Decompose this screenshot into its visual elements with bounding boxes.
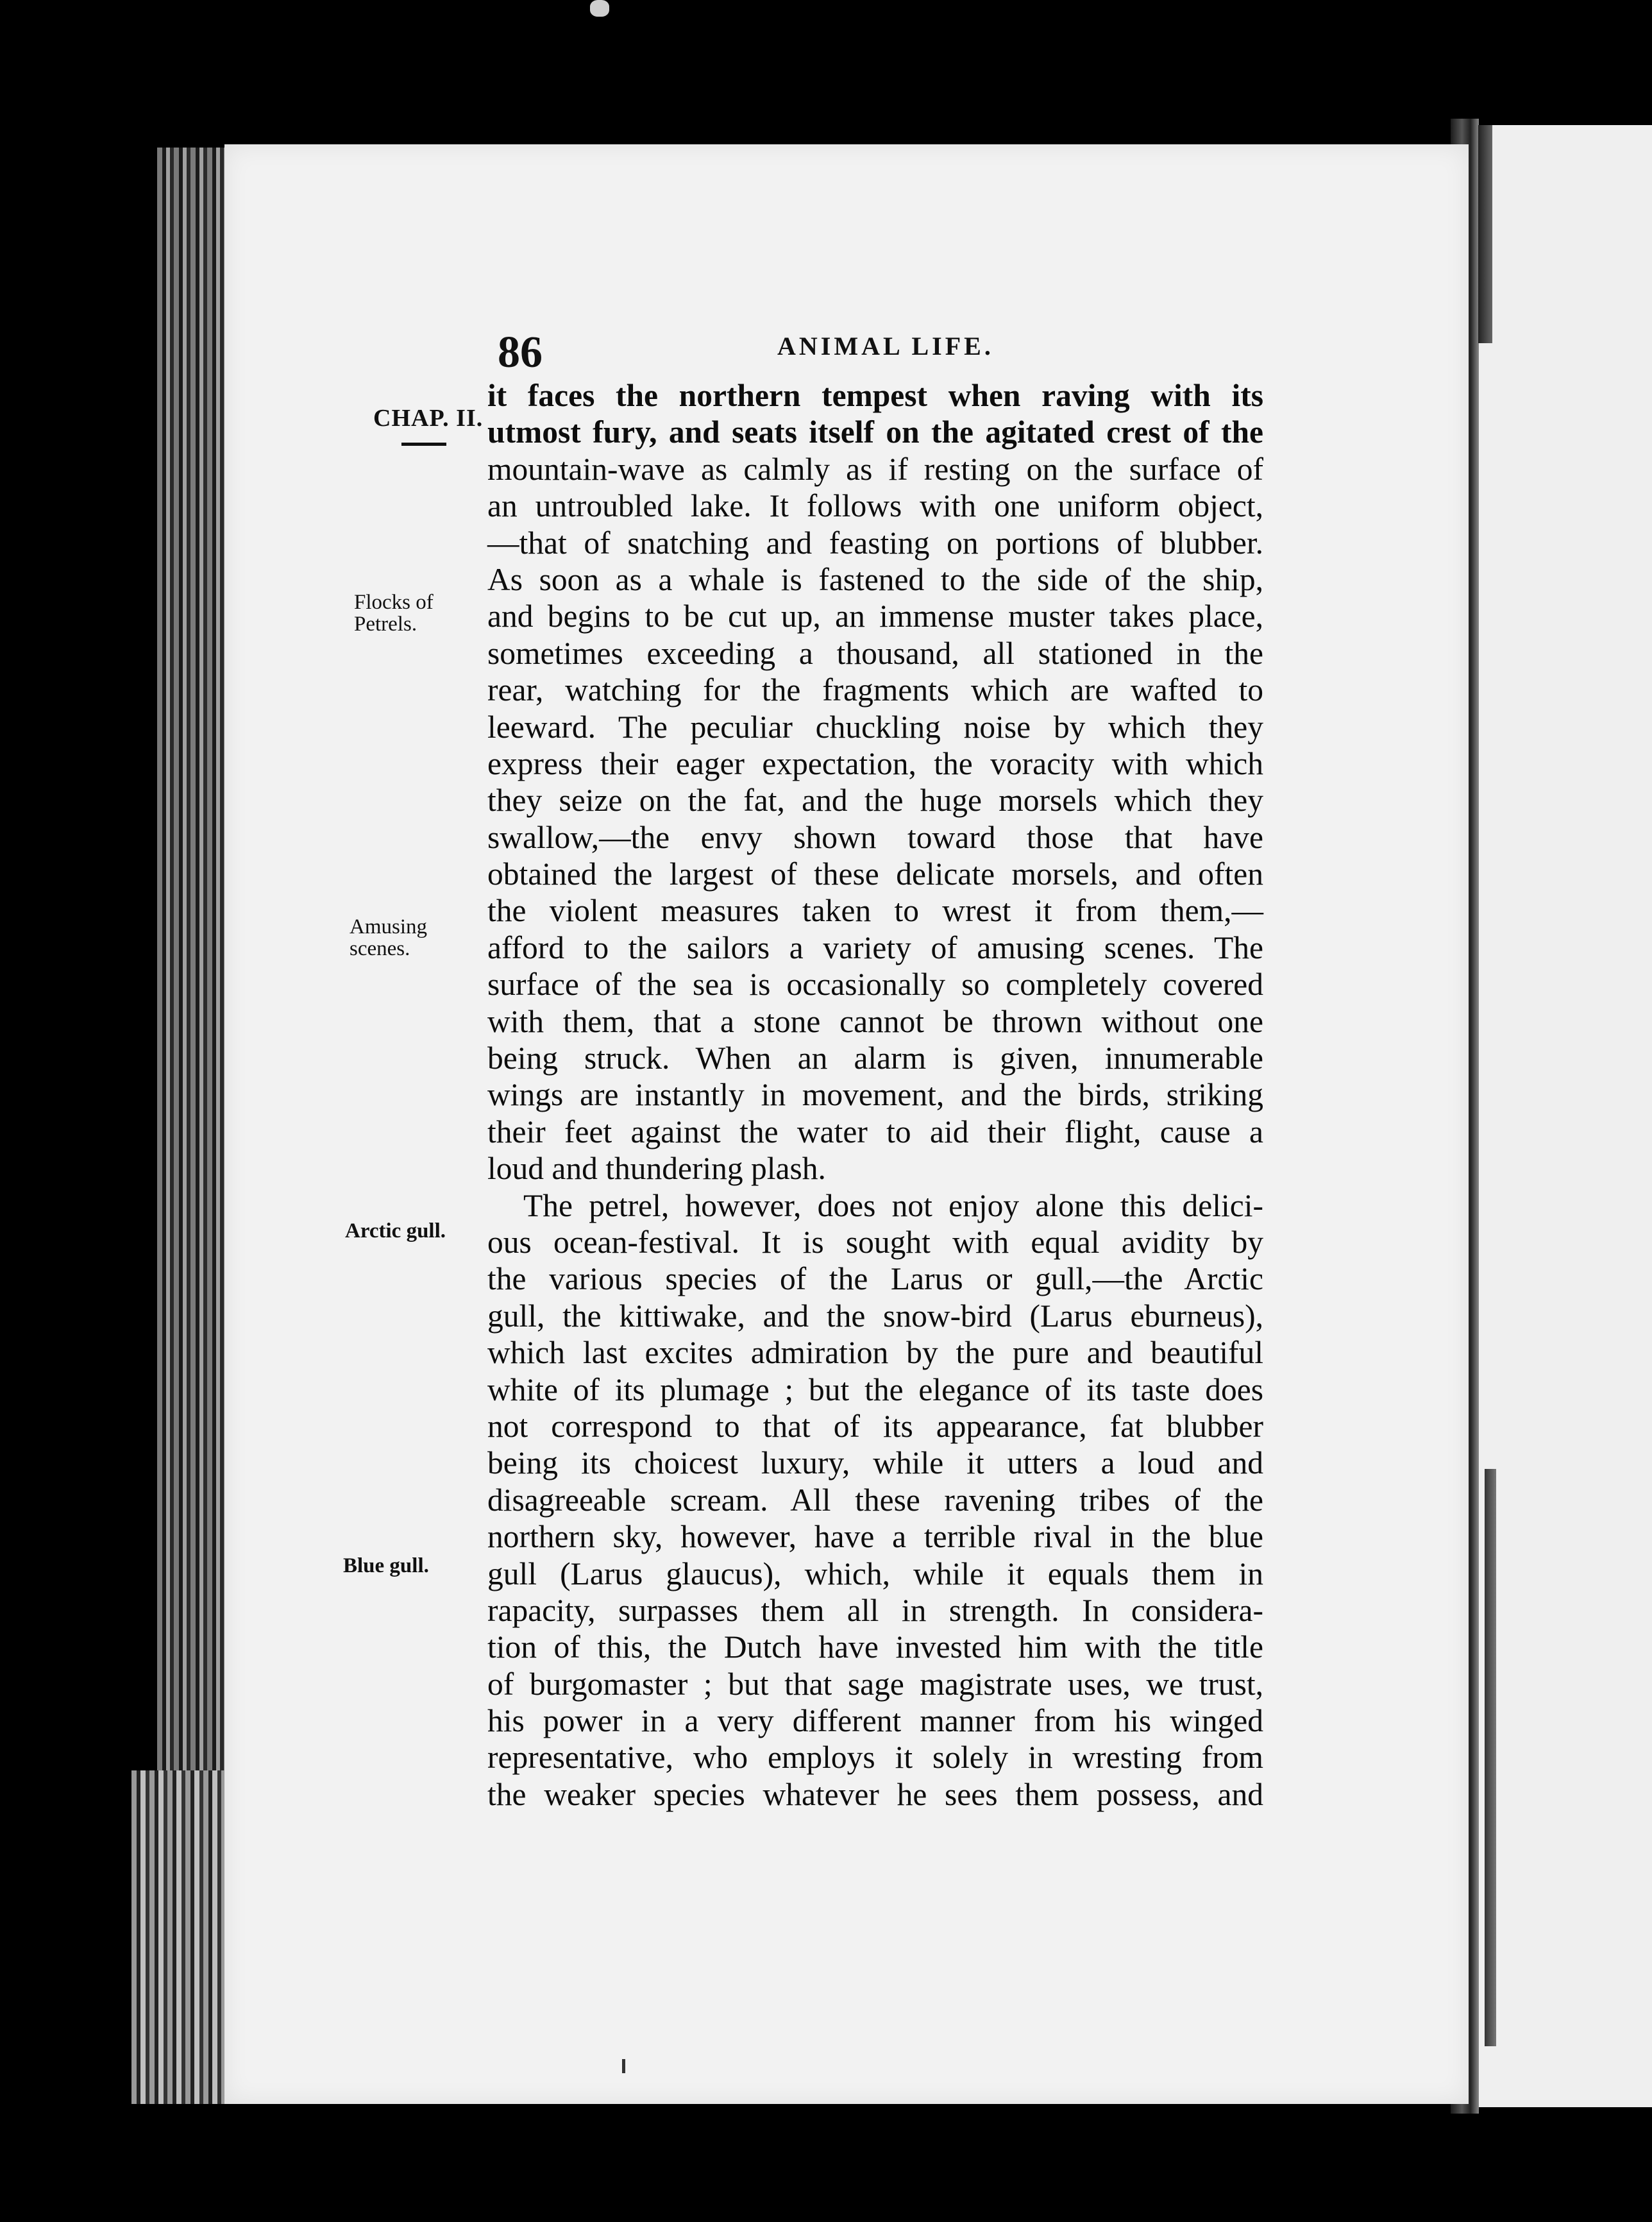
scan-speck-bottom [622,2059,625,2073]
sidenote-line: Flocks of [354,591,434,614]
text-line: they seize on the fat, and the huge morsels which they [487,783,1263,818]
text-line: the various species of the Larus or gull,—the Arctic [487,1261,1263,1297]
text-line: loud and thundering plash. [487,1151,826,1187]
left-page-edges-lower [131,1770,234,2104]
text-line: surface of the sea is occasionally so completely covered [487,967,1263,1003]
text-line: tion of this, the Dutch have invested him with the title [487,1629,1263,1665]
sidenote-blue-gull [343,1555,429,1577]
text-line: gull (Larus glaucus), which, while it equals them in [487,1556,1263,1591]
text-line: rear, watching for the fragments which are wafted to [487,672,1263,708]
sidenote-line: Arctic gull. [345,1219,446,1242]
running-head-title: ANIMAL LIFE. [777,332,994,360]
text-line: being its choicest luxury, while it utters a loud and [487,1445,1263,1481]
text-line: obtained the largest of these delicate morsels, and often [487,856,1263,892]
gutter-shadow-top [1478,125,1492,343]
text-line: gull, the kittiwake, and the snow-bird (Larus eburneus), [487,1298,1263,1334]
sidenote-amusing-scenes [350,916,427,960]
text-line: their feet against the water to aid their flight, cause a [487,1114,1263,1149]
text-line: being struck. When an alarm is given, innumerable [487,1040,1263,1076]
text-line: wings are instantly in movement, and the birds, striking [487,1077,1263,1113]
sidenote-flocks-of-petrels [354,591,434,635]
text-line: the weaker species whatever he sees them possess, and [487,1776,1263,1812]
sidenote-line: Petrels. [354,613,417,636]
text-line: with them, that a stone cannot be thrown without one [487,1003,1263,1039]
sidenote-line: Amusing [350,915,428,938]
scan-speck [590,0,609,17]
chapter-marker: CHAP. II. [373,405,484,432]
chapter-rule [401,443,446,446]
text-line: As soon as a whale is fastened to the side of the ship, [487,561,1263,597]
text-line: The petrel, however, does not enjoy alone this delici- [523,1187,1263,1223]
text-line: express their eager expectation, the voracity with which [487,745,1263,781]
text-line: sometimes exceeding a thousand, all stationed in the [487,635,1263,671]
text-line: rapacity, surpasses them all in strength. In considera- [487,1592,1263,1628]
gutter-shadow-bottom [1485,1469,1496,2046]
text-line: representative, who employs it solely in wresting from [487,1740,1263,1776]
text-line: his power in a very different manner from his winged [487,1703,1263,1739]
text-line: which last excites admiration by the pure and beautiful [487,1335,1263,1371]
left-page-edges [157,148,228,1815]
sidenote-line: scenes. [350,937,410,960]
text-line: an untroubled lake. It follows with one uniform object, [487,488,1263,524]
text-line: and begins to be cut up, an immense muster takes place, [487,598,1263,634]
text-line: it faces the northern tempest when raving with its [487,378,1263,413]
text-line: of burgomaster ; but that sage magistrate uses, we trust, [487,1666,1263,1702]
sidenote-arctic-gull [345,1220,446,1242]
text-line: mountain-wave as calmly as if resting on the surface of [487,451,1263,487]
text-line: —that of snatching and feasting on portions of blubber. [487,525,1263,561]
text-line: ous ocean-festival. It is sought with equal avidity by [487,1224,1263,1260]
text-line: disagreeable scream. All these ravening tribes of the [487,1482,1263,1518]
sidenote-line: Blue gull. [343,1554,429,1577]
text-line: the violent measures taken to wrest it from them,— [487,893,1263,929]
text-line: white of its plumage ; but the elegance of its taste does [487,1371,1263,1407]
text-line: northern sky, however, have a terrible rival in the blue [487,1519,1263,1555]
page-number: 86 [498,328,543,377]
text-line: leeward. The peculiar chuckling noise by which they [487,709,1263,745]
text-line: not correspond to that of its appearance, fat blubber [487,1408,1263,1444]
text-line: afford to the sailors a variety of amusing scenes. The [487,929,1263,965]
text-line: swallow,—the envy shown toward those that have [487,819,1263,855]
text-line: utmost fury, and seats itself on the agitated crest of the [487,414,1263,450]
body-text [487,377,1263,1813]
